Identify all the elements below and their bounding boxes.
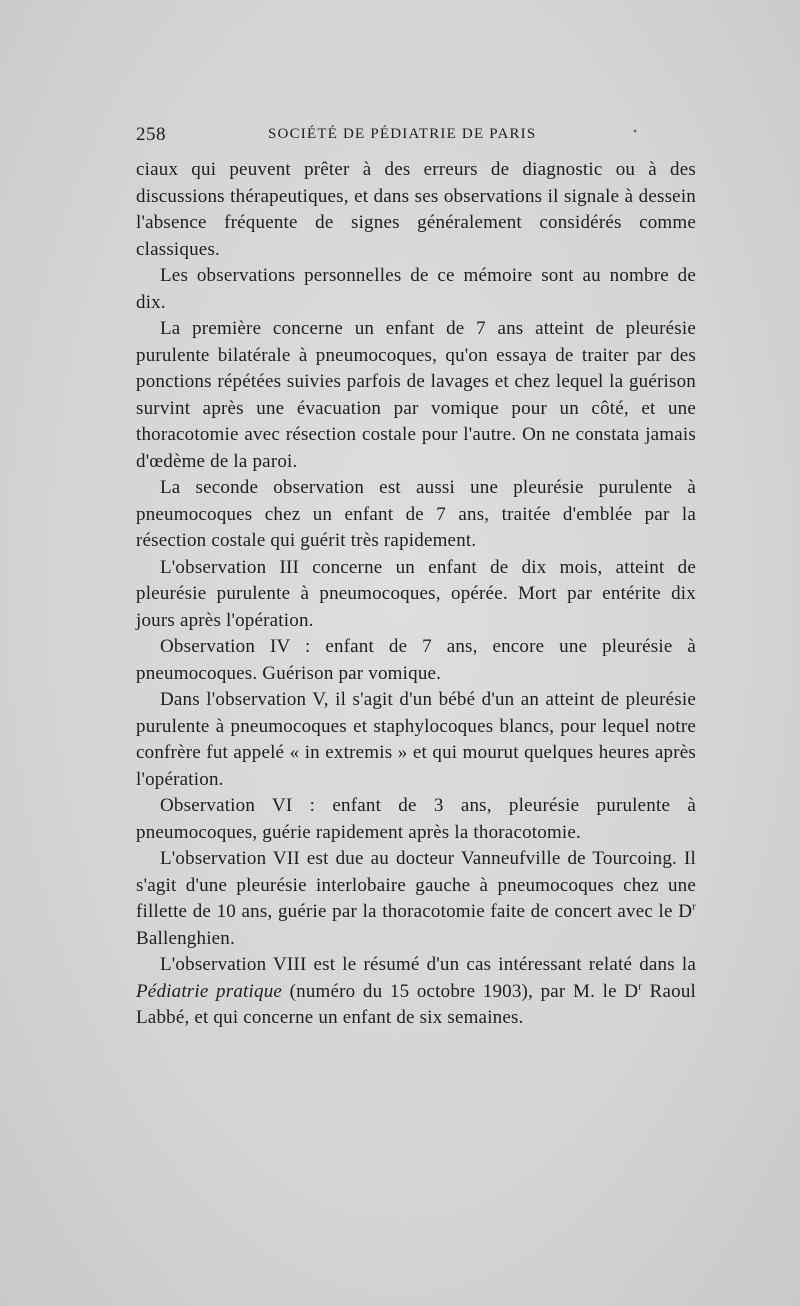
paragraph-text: Ballenghien. xyxy=(136,927,235,949)
page-header xyxy=(136,124,696,154)
paragraph: La première concerne un enfant de 7 ans atteint de pleurésie purulente bilatérale à pneumocoques, qu'on essaya de traiter par des ponctions répétées suivies parfois de lavages et chez lequel la guérison survint après une évacuation par vomique pour un côté, et une thoracotomie avec résection costale pour l'autre. On ne constata jamais d'œdème de la paroi. xyxy=(136,318,696,472)
paragraph: Observation IV : enfant de 7 ans, encore une pleurésie à pneumocoques. Guérison par vomique. xyxy=(136,636,696,684)
paragraph-text: L'observation VIII est le résumé d'un cas intéressant relaté dans la xyxy=(160,954,696,975)
paragraph: L'observation III concerne un enfant de dix mois, atteint de pleurésie purulente à pneumocoques, opérée. Mort par entérite dix jours après l'opération. xyxy=(136,556,696,631)
paragraph: Les observations personnelles de ce mémoire sont au nombre de dix. xyxy=(136,265,696,313)
paragraph: Observation VI : enfant de 3 ans, pleurésie purulente à pneumocoques, guérie rapidement après la thoracotomie. xyxy=(136,795,696,843)
paragraph-text: (numéro du 15 octobre 1903), par M. le D xyxy=(282,980,639,1002)
paragraph-text: Raoul Labbé, et qui concerne un enfant de six semaines. xyxy=(136,980,697,1028)
paragraph: La seconde observation est aussi une pleurésie purulente à pneumocoques chez un enfant de 7 ans, traitée d'emblée par la résection costale qui guérit très rapidement. xyxy=(136,477,696,551)
ink-speck-icon: • xyxy=(633,124,638,138)
abbreviation-superscript: r xyxy=(692,900,696,913)
paragraph: Dans l'observation V, il s'agit d'un bébé d'un an atteint de pleurésie purulente à pneumocoques et staphylocoques blancs, pour lequel notre confrère fut appelé « in extremis » et qui mourut quelques heures après l'opération. xyxy=(136,689,696,790)
journal-title: Pédiatrie pratique xyxy=(136,980,283,1002)
page-number: 258 xyxy=(136,124,166,145)
body-text xyxy=(136,157,696,1032)
paragraph-text: L'observation VII est due au docteur Vanneufville de Tourcoing. Il s'agit d'une pleurésie interlobaire gauche à pneumocoques chez une fillette de 10 ans, guérie par la thoracotomie faite de concert avec le D xyxy=(136,848,696,922)
paragraph: ciaux qui peuvent prêter à des erreurs de diagnostic ou à des discussions thérapeutiques, et dans ses observations il signale à dessein l'absence fréquente de signes généralement considérés comme classiques. xyxy=(136,159,696,260)
paragraph xyxy=(136,846,696,952)
paragraph xyxy=(136,952,696,1032)
running-title: SOCIÉTÉ DE PÉDIATRIE DE PARIS xyxy=(268,126,537,142)
abbreviation-superscript: r xyxy=(638,980,643,993)
